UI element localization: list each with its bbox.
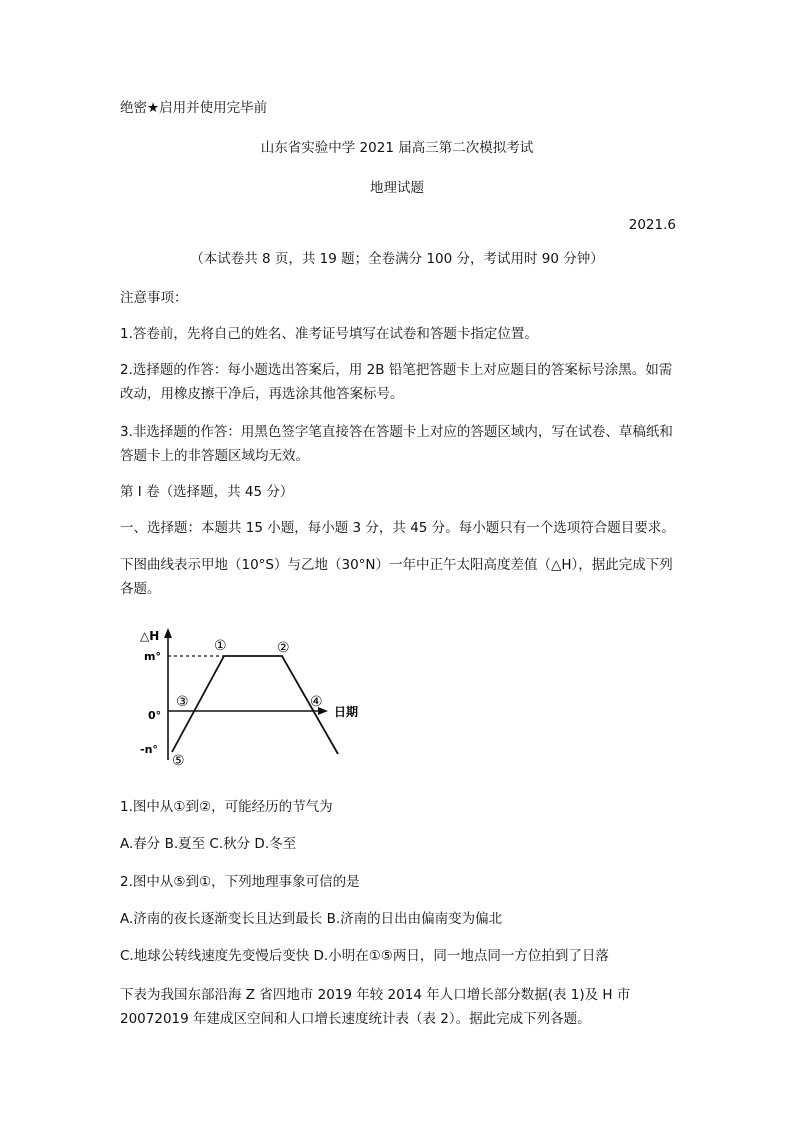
marker-3: ③ [176,694,189,710]
note-item: 3.非选择题的作答：用黑色签字笔直接答在答题卡上对应的答题区域内，写在试卷、草稿纸和答题卡上的非答题区域均无效。 [120,424,673,464]
tick-m: m° [144,650,161,663]
passage-2: 下表为我国东部沿海 Z 省四地市 2019 年较 2014 年人口增长部分数据(表 1)及 H 市 20072019 年建成区空间和人口增长速度统计表（表 2）。据此完成下列各题。 [120,987,631,1027]
section-intro: 一、选择题：本题共 15 小题，每小题 3 分，共 45 分。每小题只有一个选项符合题目要求。 [120,520,675,536]
note-item: 2.选择题的作答：每小题选出答案后，用 2B 铅笔把答题卡上对应题目的答案标号涂黑。如需改动，用橡皮擦干净后，再选涂其他答案标号。 [120,362,673,402]
y-axis-arrow [164,628,172,638]
tick-n: -n° [140,743,158,756]
subject-title: 地理试题 [370,180,424,196]
secret-label: 绝密★启用并使用完毕前 [120,100,268,116]
question-2-options: A.济南的夜长逐渐变长且达到最长 B.济南的日出由偏南变为偏北 [120,911,503,927]
solar-altitude-difference-chart [120,622,370,772]
question-1-stem: 1.图中从①到②，可能经历的节气为 [120,799,333,815]
exam-info: （本试卷共 8 页，共 19 题；全卷满分 100 分，考试用时 90 分钟） [190,251,604,267]
marker-5: ⑤ [172,753,185,769]
question-1-options: A.春分 B.夏至 C.秋分 D.冬至 [120,836,297,852]
section-title: 第 I 卷（选择题，共 45 分） [120,484,294,500]
exam-title: 山东省实验中学 2021 届高三第二次模拟考试 [260,140,534,156]
x-axis-label: 日期 [334,705,359,719]
exam-date: 2021.6 [628,217,676,233]
passage-1: 下图曲线表示甲地（10°S）与乙地（30°N）一年中正午太阳高度差值（△H），据此完成下列各题。 [120,557,673,597]
tick-0: 0° [148,709,162,722]
note-item: 1.答卷前，先将自己的姓名、准考证号填写在试卷和答题卡指定位置。 [120,326,538,342]
notes-title: 注意事项： [120,290,188,306]
question-2-stem: 2.图中从⑤到①，下列地理事象可信的是 [120,874,360,890]
y-axis-label: △H [140,629,160,643]
question-2-options: C.地球公转线速度先变慢后变快 D.小明在①⑤两日，同一地点同一方位拍到了日落 [120,948,609,964]
marker-4: ④ [310,694,323,710]
marker-1: ① [214,638,227,654]
marker-2: ② [277,640,290,656]
